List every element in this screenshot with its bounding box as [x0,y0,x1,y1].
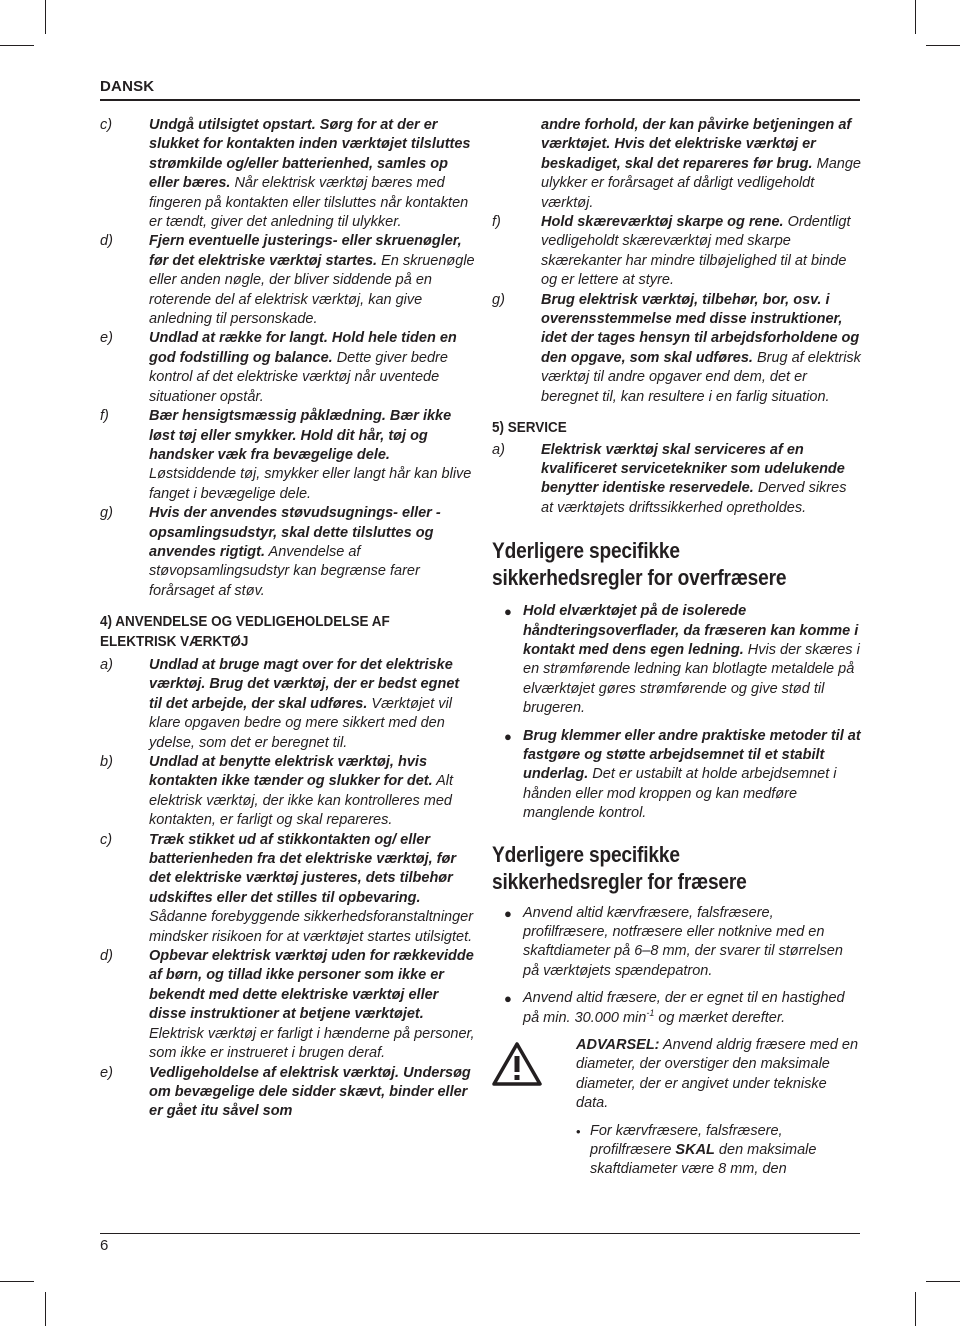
item-light-text: Det er ustabilt at holde arbejdsemnet i hånden eller mod kroppen og kan medføre manglende kontrol. [523,766,837,822]
item-bold-text: Træk stikket ud af stikkontakten og/ eller batterienheden fra det elektriske værktøj, før det elektriske værktøj justeres, dets tilbehør udskiftes eller det stilles til opbevaring. [149,831,457,906]
item-light-text: For kærvfræsere, falsfræsere, profilfræsere [590,1122,783,1159]
item-bold-text: SKAL [675,1142,715,1159]
item-label: a) [492,441,505,458]
item-light-text: Anvendelse af støvopsamlingsudstyr kan begrænse farer forårsaget af støv. [149,543,420,599]
item-text [523,602,862,718]
item-text [149,753,475,831]
item-label: f) [100,408,109,425]
sub-bullet-item [576,1122,862,1180]
item-text [149,329,475,407]
item-label: e) [100,330,113,347]
section-title-line: Yderligere specifikke [492,841,680,867]
item-label: d) [100,948,113,965]
warning-body: Anvend aldrig fræsere med en diameter, der overstiger den maksimale diameter, der er angivet under tekniske data. [576,1037,859,1112]
bullet-item [492,989,862,1028]
crop-mark [926,1281,960,1282]
item-light-text: Sådanne forebyggende sikkerhedsforanstaltninger mindsker risikoen for at værktøjet startes utilsigtet. [149,909,474,945]
item-text [149,504,475,601]
item-bold-text: Vedligeholdelse af elektrisk værktøj. Undersøg om bevægelige dele sidder skævt, binder eller er gået itu såvel som [149,1064,471,1120]
item-label: g) [100,505,113,522]
section-title-line: sikkerhedsregler for fræsere [492,868,747,894]
item-light-text: Hvis der skæres i en strømførende ledning kan blotlagte metaldele på elværktøjet gøres strømførende og give stød til brugeren. [523,641,860,717]
item-label: d) [100,233,113,250]
section-title [492,841,807,895]
item-light-text: og mærket derefter. [654,1009,786,1026]
list-item [100,753,475,831]
item-bold-text: Undlad at benytte elektrisk værktøj, hvis kontakten ikke tænder og slukker for det. [149,754,433,790]
bullet-icon: • [576,1123,581,1139]
item-light-text: Løstsiddende tøj, smykker eller langt hår kan blive fanget i bevægelige dele. [149,466,472,502]
item-light-text: En skruenøgle eller anden nøgle, der bliver siddende på en roterende del af elektrisk værktøj, kan give anledning til personskade. [149,252,475,328]
section-heading: 5) SERVICE [492,420,567,437]
right-column [492,116,862,1180]
crop-mark [45,1292,46,1326]
item-bold-text: Hold skæreværktøj skarpe og rene. [541,214,784,231]
list-item [100,504,475,601]
item-text [149,232,475,329]
section-title-line: Yderligere specifikke [492,538,680,564]
warning-label: ADVARSEL: [576,1037,660,1054]
crop-mark [915,0,916,34]
bullet-icon: ● [504,991,512,1007]
list-item [100,656,475,753]
item-bold-text: Bær hensigtsmæssig påklædning. Bær ikke løst tøj eller smykker. Hold dit hår, tøj og handsker væk fra bevægelige dele. [149,408,452,463]
item-light-text: Brug af elektrisk værktøj til andre opgaver end dem, det er beregnet til, kan resultere i en farlig situation. [541,349,861,405]
page-number: 6 [100,1237,109,1254]
item-label: f) [492,214,501,231]
item-bold-text: Hvis der anvendes støvudsugnings- eller -opsamlingsudstyr, skal dette tilsluttes og anvendes rigtigt. [149,505,441,560]
bullet-icon: ● [504,905,512,921]
item-light-text: Værktøjet vil klare opgaven bedre og mere sikkert med den ydelse, som det er beregnet til. [149,695,452,751]
item-light-text: den maksimale skaftdiameter være 8 mm, den [590,1142,817,1178]
item-light-text: Dette giver bedre kontrol af det elektriske værktøj når uventede situationer opstår. [149,349,448,405]
item-text [149,656,475,753]
item-light-text: Mange ulykker er forårsaget af dårligt vedligeholdt værktøj. [541,155,861,211]
item-text [541,291,862,407]
item-text [541,441,862,519]
item-text [541,213,862,291]
item-bold-text: Undgå utilsigtet opstart. Sørg for at der er slukket for kontakten inden værktøjet tilsluttes strømkilde og/eller batterienhed, samles op eller bæres. [149,117,471,192]
item-text [149,407,475,504]
item-label [492,116,541,213]
warning-block [492,1036,862,1180]
footer-rule [100,1233,860,1234]
left-column [100,116,475,1122]
item-text [590,1122,862,1180]
item-bold-text: Elektrisk værktøj skal serviceres af en kvalificeret servicetekniker som udelukende benytter identiske reservedele. [541,441,845,497]
section-title-line: sikkerhedsregler for overfræsere [492,565,787,591]
crop-mark [0,1281,34,1282]
bullet-item [492,602,862,718]
superscript: -1 [646,1007,655,1018]
item-bold-text: Fjern eventuelle justerings- eller skruenøgler, før det elektriske værktøj startes. [149,233,462,269]
item-light-text: Derved sikres at værktøjets driftssikkerhed opretholdes. [541,480,847,516]
section-title [492,537,807,591]
list-item [492,291,862,407]
list-item [492,213,862,291]
item-text [149,1064,475,1122]
item-text [523,727,862,824]
header-rule [100,99,860,101]
item-light-text: Anvend altid fræsere, der er egnet til en hastighed på min. 30.000 min [523,990,845,1026]
warning-triangle-icon [492,1036,576,1180]
item-text [149,947,475,1063]
item-bold-text: Undlad at række for langt. Hold hele tiden en god fodstilling og balance. [149,330,457,366]
item-light-text: Ordentligt vedligeholdt skæreværktøj med skarpe skærekanter har mindre tilbøjelighed til at binde og er lettere at styre. [541,214,851,289]
crop-mark [915,1292,916,1326]
item-bold-text: Brug klemmer eller andre praktiske metoder til at fastgøre og støtte arbejdsemnet til et stabilt underlag. [523,727,861,783]
item-light-text: Når elektrisk værktøj bæres med fingeren på kontakten eller tilsluttes når kontakten er tændt, giver det anledning til ulykker. [149,175,469,231]
item-bold-text: Brug elektrisk værktøj, tilbehør, bor, osv. i overensstemmelse med disse instruktioner, idet der tages hensyn til arbejdsforholdene og den opgave, som skal udføres. [541,291,860,366]
item-light-text: Elektrisk værktøj er farligt i hænderne på personer, som ikke er instrueret i brugen deraf. [149,1025,475,1062]
item-light-text: Alt elektrisk værktøj, der ikke kan kontrolleres med kontakten, er farligt og skal repareres. [149,773,454,829]
bullet-item [492,727,862,824]
item-label: e) [100,1064,113,1081]
item-bold-text: Hold elværktøjet på de isolerede håndteringsoverflader, da fræseren kan komme i kontakt med dens egen ledning. [523,603,859,658]
list-item [100,232,475,329]
item-bold-text: Undlad at bruge magt over for det elektriske værktøj. Brug det værktøj, der er bedst egnet til det arbejde, der skal udføres. [149,656,460,712]
list-item [100,407,475,504]
item-label: b) [100,754,113,770]
item-label: c) [100,831,113,848]
item-text [523,989,862,1028]
list-item [100,116,475,232]
list-item [492,441,862,519]
item-label: c) [100,117,113,133]
item-label: g) [492,291,505,308]
list-item [100,1064,475,1122]
bullet-icon: ● [504,728,512,744]
list-item [100,329,475,407]
warning-text [576,1036,862,1180]
crop-mark [45,0,46,34]
crop-mark [0,45,34,46]
bullet-item [492,904,862,982]
item-light-text: Anvend altid kærvfræsere, falsfræsere, profilfræsere, notfræsere eller notknive med en skaftdiameter på 6–8 mm, der svarer til størrelsen på værktøjets spændepatron. [523,904,843,979]
item-bold-text: Opbevar elektrisk værktøj uden for rækkevidde af børn, og tillad ikke personer som ikke er bekendt med dette elektriske værktøj eller disse instruktioner at betjene værktøjet. [149,948,474,1023]
bullet-icon: ● [504,604,512,620]
item-text [541,116,862,213]
item-bold-text: andre forhold, der kan påvirke betjeningen af værktøjet. Hvis det elektriske værktøj er beskadiget, skal det repareres før brug. [541,117,852,172]
item-label: a) [100,656,113,673]
list-item [492,116,862,213]
section-heading: 4) ANVENDELSE OG VEDLIGEHOLDELSE AF ELEKTRISK VÆRKTØJ [100,614,390,650]
list-item [100,831,475,947]
list-item [100,947,475,1063]
language-header: DANSK [100,78,155,95]
item-text [149,116,475,232]
crop-mark [926,45,960,46]
item-text [149,831,475,947]
